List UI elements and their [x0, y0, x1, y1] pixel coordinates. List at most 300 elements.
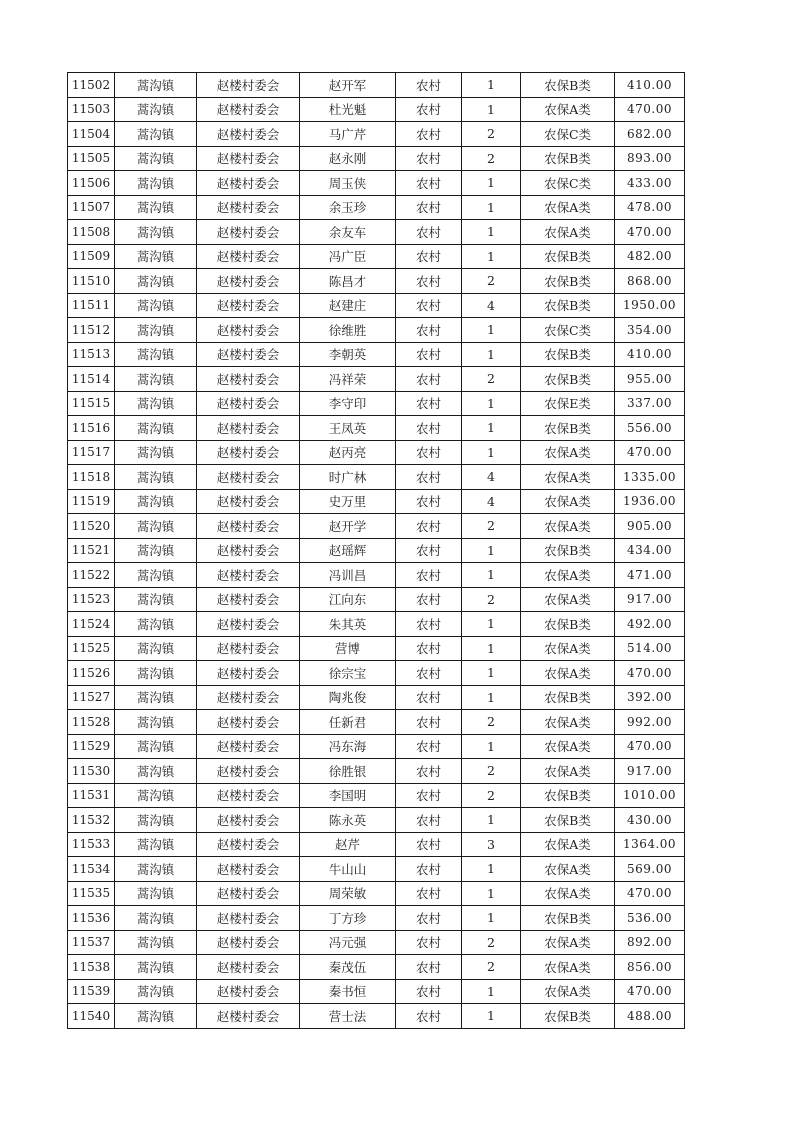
cell-name: 周玉侠	[300, 171, 396, 196]
cell-person-count: 4	[462, 489, 521, 514]
cell-id: 11503	[68, 97, 115, 122]
cell-household-type: 农村	[396, 734, 462, 759]
cell-category: 农保A类	[521, 465, 615, 490]
table-row	[68, 906, 685, 931]
cell-id: 11526	[68, 661, 115, 686]
cell-person-count: 1	[462, 808, 521, 833]
cell-id: 11514	[68, 367, 115, 392]
cell-village: 赵楼村委会	[197, 97, 300, 122]
cell-household-type: 农村	[396, 97, 462, 122]
cell-household-type: 农村	[396, 293, 462, 318]
table-row	[68, 73, 685, 98]
cell-household-type: 农村	[396, 391, 462, 416]
cell-category: 农保A类	[521, 636, 615, 661]
cell-amount: 410.00	[615, 73, 685, 98]
cell-id: 11504	[68, 122, 115, 147]
cell-name: 徐胜银	[300, 759, 396, 784]
table-row	[68, 269, 685, 294]
cell-village: 赵楼村委会	[197, 759, 300, 784]
cell-town: 蒿沟镇	[115, 661, 197, 686]
cell-village: 赵楼村委会	[197, 489, 300, 514]
cell-amount: 536.00	[615, 906, 685, 931]
cell-id: 11520	[68, 514, 115, 539]
cell-household-type: 农村	[396, 1004, 462, 1029]
cell-id: 11507	[68, 195, 115, 220]
table-row	[68, 293, 685, 318]
cell-town: 蒿沟镇	[115, 636, 197, 661]
cell-category: 农保B类	[521, 1004, 615, 1029]
cell-village: 赵楼村委会	[197, 465, 300, 490]
cell-village: 赵楼村委会	[197, 220, 300, 245]
cell-village: 赵楼村委会	[197, 881, 300, 906]
cell-category: 农保B类	[521, 244, 615, 269]
cell-id: 11529	[68, 734, 115, 759]
cell-category: 农保A类	[521, 220, 615, 245]
cell-id: 11527	[68, 685, 115, 710]
cell-household-type: 农村	[396, 146, 462, 171]
cell-person-count: 1	[462, 318, 521, 343]
cell-name: 李守印	[300, 391, 396, 416]
cell-town: 蒿沟镇	[115, 832, 197, 857]
cell-town: 蒿沟镇	[115, 489, 197, 514]
cell-household-type: 农村	[396, 832, 462, 857]
table-row	[68, 612, 685, 637]
cell-household-type: 农村	[396, 269, 462, 294]
cell-town: 蒿沟镇	[115, 171, 197, 196]
table-row	[68, 244, 685, 269]
cell-household-type: 农村	[396, 979, 462, 1004]
table-row	[68, 955, 685, 980]
cell-household-type: 农村	[396, 930, 462, 955]
cell-village: 赵楼村委会	[197, 563, 300, 588]
cell-id: 11508	[68, 220, 115, 245]
cell-village: 赵楼村委会	[197, 734, 300, 759]
cell-village: 赵楼村委会	[197, 783, 300, 808]
cell-town: 蒿沟镇	[115, 244, 197, 269]
cell-name: 马广芹	[300, 122, 396, 147]
cell-name: 冯训昌	[300, 563, 396, 588]
cell-person-count: 4	[462, 293, 521, 318]
cell-name: 余友车	[300, 220, 396, 245]
cell-category: 农保A类	[521, 661, 615, 686]
cell-person-count: 1	[462, 1004, 521, 1029]
table-row	[68, 367, 685, 392]
cell-household-type: 农村	[396, 440, 462, 465]
cell-person-count: 2	[462, 710, 521, 735]
cell-person-count: 1	[462, 881, 521, 906]
table-row	[68, 808, 685, 833]
cell-category: 农保B类	[521, 342, 615, 367]
cell-id: 11517	[68, 440, 115, 465]
cell-amount: 478.00	[615, 195, 685, 220]
cell-person-count: 1	[462, 979, 521, 1004]
cell-town: 蒿沟镇	[115, 318, 197, 343]
cell-person-count: 1	[462, 636, 521, 661]
cell-village: 赵楼村委会	[197, 930, 300, 955]
cell-name: 营博	[300, 636, 396, 661]
cell-household-type: 农村	[396, 122, 462, 147]
cell-amount: 433.00	[615, 171, 685, 196]
cell-amount: 556.00	[615, 416, 685, 441]
cell-person-count: 1	[462, 538, 521, 563]
cell-category: 农保A类	[521, 563, 615, 588]
table-row	[68, 514, 685, 539]
cell-person-count: 1	[462, 244, 521, 269]
cell-household-type: 农村	[396, 244, 462, 269]
cell-amount: 470.00	[615, 220, 685, 245]
cell-household-type: 农村	[396, 489, 462, 514]
cell-category: 农保A类	[521, 195, 615, 220]
cell-village: 赵楼村委会	[197, 146, 300, 171]
cell-amount: 892.00	[615, 930, 685, 955]
table-row	[68, 636, 685, 661]
cell-village: 赵楼村委会	[197, 906, 300, 931]
cell-village: 赵楼村委会	[197, 318, 300, 343]
cell-amount: 856.00	[615, 955, 685, 980]
cell-person-count: 2	[462, 587, 521, 612]
cell-town: 蒿沟镇	[115, 514, 197, 539]
cell-name: 时广林	[300, 465, 396, 490]
cell-household-type: 农村	[396, 783, 462, 808]
cell-amount: 337.00	[615, 391, 685, 416]
table-row	[68, 391, 685, 416]
cell-id: 11502	[68, 73, 115, 98]
cell-amount: 955.00	[615, 367, 685, 392]
table-row	[68, 832, 685, 857]
cell-town: 蒿沟镇	[115, 440, 197, 465]
cell-person-count: 2	[462, 930, 521, 955]
cell-name: 余玉珍	[300, 195, 396, 220]
cell-village: 赵楼村委会	[197, 269, 300, 294]
cell-category: 农保A类	[521, 440, 615, 465]
cell-category: 农保C类	[521, 171, 615, 196]
cell-village: 赵楼村委会	[197, 171, 300, 196]
cell-village: 赵楼村委会	[197, 955, 300, 980]
cell-village: 赵楼村委会	[197, 440, 300, 465]
cell-amount: 470.00	[615, 734, 685, 759]
cell-name: 丁方珍	[300, 906, 396, 931]
cell-id: 11532	[68, 808, 115, 833]
table-row	[68, 538, 685, 563]
cell-id: 11531	[68, 783, 115, 808]
cell-amount: 905.00	[615, 514, 685, 539]
table-row	[68, 220, 685, 245]
cell-category: 农保B类	[521, 685, 615, 710]
cell-household-type: 农村	[396, 685, 462, 710]
table-row	[68, 416, 685, 441]
cell-village: 赵楼村委会	[197, 244, 300, 269]
cell-name: 徐宗宝	[300, 661, 396, 686]
cell-person-count: 1	[462, 661, 521, 686]
cell-town: 蒿沟镇	[115, 587, 197, 612]
cell-town: 蒿沟镇	[115, 783, 197, 808]
cell-amount: 1364.00	[615, 832, 685, 857]
cell-name: 周荣敏	[300, 881, 396, 906]
cell-name: 冯东海	[300, 734, 396, 759]
cell-name: 李国明	[300, 783, 396, 808]
cell-id: 11538	[68, 955, 115, 980]
cell-person-count: 2	[462, 367, 521, 392]
cell-person-count: 1	[462, 171, 521, 196]
table-row	[68, 342, 685, 367]
cell-amount: 492.00	[615, 612, 685, 637]
cell-town: 蒿沟镇	[115, 97, 197, 122]
cell-town: 蒿沟镇	[115, 293, 197, 318]
cell-village: 赵楼村委会	[197, 391, 300, 416]
cell-category: 农保C类	[521, 122, 615, 147]
table-row	[68, 661, 685, 686]
cell-amount: 1335.00	[615, 465, 685, 490]
cell-amount: 917.00	[615, 587, 685, 612]
cell-town: 蒿沟镇	[115, 220, 197, 245]
cell-person-count: 2	[462, 783, 521, 808]
cell-village: 赵楼村委会	[197, 367, 300, 392]
cell-name: 冯广臣	[300, 244, 396, 269]
cell-amount: 992.00	[615, 710, 685, 735]
table-row	[68, 440, 685, 465]
cell-town: 蒿沟镇	[115, 808, 197, 833]
cell-town: 蒿沟镇	[115, 979, 197, 1004]
cell-id: 11535	[68, 881, 115, 906]
cell-id: 11533	[68, 832, 115, 857]
cell-name: 赵开学	[300, 514, 396, 539]
cell-household-type: 农村	[396, 342, 462, 367]
table-row	[68, 881, 685, 906]
cell-town: 蒿沟镇	[115, 955, 197, 980]
cell-id: 11534	[68, 857, 115, 882]
cell-id: 11539	[68, 979, 115, 1004]
cell-id: 11505	[68, 146, 115, 171]
cell-amount: 1950.00	[615, 293, 685, 318]
cell-name: 冯祥荣	[300, 367, 396, 392]
cell-name: 徐维胜	[300, 318, 396, 343]
cell-village: 赵楼村委会	[197, 979, 300, 1004]
cell-id: 11540	[68, 1004, 115, 1029]
cell-town: 蒿沟镇	[115, 342, 197, 367]
table-row	[68, 587, 685, 612]
cell-town: 蒿沟镇	[115, 73, 197, 98]
cell-village: 赵楼村委会	[197, 538, 300, 563]
cell-amount: 430.00	[615, 808, 685, 833]
cell-town: 蒿沟镇	[115, 881, 197, 906]
cell-category: 农保B类	[521, 538, 615, 563]
table-row	[68, 489, 685, 514]
cell-household-type: 农村	[396, 857, 462, 882]
cell-household-type: 农村	[396, 416, 462, 441]
cell-village: 赵楼村委会	[197, 416, 300, 441]
cell-household-type: 农村	[396, 171, 462, 196]
cell-category: 农保B类	[521, 293, 615, 318]
cell-amount: 514.00	[615, 636, 685, 661]
cell-village: 赵楼村委会	[197, 710, 300, 735]
cell-town: 蒿沟镇	[115, 734, 197, 759]
cell-person-count: 1	[462, 73, 521, 98]
cell-name: 赵丙亮	[300, 440, 396, 465]
cell-category: 农保A类	[521, 97, 615, 122]
cell-name: 赵开军	[300, 73, 396, 98]
cell-household-type: 农村	[396, 538, 462, 563]
table-body	[68, 73, 685, 1029]
cell-household-type: 农村	[396, 808, 462, 833]
cell-category: 农保A类	[521, 759, 615, 784]
cell-id: 11536	[68, 906, 115, 931]
cell-household-type: 农村	[396, 906, 462, 931]
cell-household-type: 农村	[396, 367, 462, 392]
cell-town: 蒿沟镇	[115, 685, 197, 710]
table-row	[68, 685, 685, 710]
cell-person-count: 2	[462, 514, 521, 539]
cell-town: 蒿沟镇	[115, 195, 197, 220]
cell-name: 杜光魁	[300, 97, 396, 122]
cell-village: 赵楼村委会	[197, 342, 300, 367]
cell-name: 任新君	[300, 710, 396, 735]
cell-category: 农保C类	[521, 318, 615, 343]
cell-category: 农保A类	[521, 881, 615, 906]
cell-person-count: 1	[462, 857, 521, 882]
cell-amount: 488.00	[615, 1004, 685, 1029]
cell-person-count: 1	[462, 416, 521, 441]
cell-person-count: 1	[462, 612, 521, 637]
cell-village: 赵楼村委会	[197, 122, 300, 147]
cell-name: 赵瑶辉	[300, 538, 396, 563]
cell-village: 赵楼村委会	[197, 73, 300, 98]
cell-id: 11525	[68, 636, 115, 661]
cell-village: 赵楼村委会	[197, 636, 300, 661]
cell-amount: 470.00	[615, 979, 685, 1004]
cell-category: 农保B类	[521, 783, 615, 808]
cell-name: 李朝英	[300, 342, 396, 367]
cell-amount: 482.00	[615, 244, 685, 269]
cell-town: 蒿沟镇	[115, 906, 197, 931]
cell-name: 营士法	[300, 1004, 396, 1029]
cell-amount: 917.00	[615, 759, 685, 784]
cell-person-count: 1	[462, 391, 521, 416]
cell-town: 蒿沟镇	[115, 759, 197, 784]
cell-name: 陶兆俊	[300, 685, 396, 710]
cell-person-count: 1	[462, 440, 521, 465]
table-row	[68, 97, 685, 122]
cell-category: 农保A类	[521, 734, 615, 759]
cell-id: 11522	[68, 563, 115, 588]
cell-amount: 868.00	[615, 269, 685, 294]
cell-person-count: 1	[462, 195, 521, 220]
cell-name: 王凤英	[300, 416, 396, 441]
cell-id: 11511	[68, 293, 115, 318]
cell-id: 11512	[68, 318, 115, 343]
cell-person-count: 2	[462, 146, 521, 171]
cell-household-type: 农村	[396, 318, 462, 343]
table-row	[68, 122, 685, 147]
cell-town: 蒿沟镇	[115, 563, 197, 588]
cell-id: 11509	[68, 244, 115, 269]
cell-id: 11528	[68, 710, 115, 735]
cell-person-count: 1	[462, 97, 521, 122]
cell-person-count: 3	[462, 832, 521, 857]
table-row	[68, 171, 685, 196]
cell-amount: 434.00	[615, 538, 685, 563]
cell-name: 秦茂伍	[300, 955, 396, 980]
cell-household-type: 农村	[396, 514, 462, 539]
table-row	[68, 979, 685, 1004]
cell-village: 赵楼村委会	[197, 514, 300, 539]
table-row	[68, 563, 685, 588]
document-page	[67, 72, 685, 1029]
cell-amount: 569.00	[615, 857, 685, 882]
cell-name: 江向东	[300, 587, 396, 612]
cell-town: 蒿沟镇	[115, 612, 197, 637]
cell-household-type: 农村	[396, 465, 462, 490]
cell-household-type: 农村	[396, 759, 462, 784]
cell-person-count: 2	[462, 122, 521, 147]
cell-id: 11519	[68, 489, 115, 514]
cell-category: 农保A类	[521, 857, 615, 882]
table-row	[68, 146, 685, 171]
cell-name: 赵建庄	[300, 293, 396, 318]
cell-village: 赵楼村委会	[197, 832, 300, 857]
cell-category: 农保B类	[521, 808, 615, 833]
cell-name: 牛山山	[300, 857, 396, 882]
cell-household-type: 农村	[396, 195, 462, 220]
cell-id: 11518	[68, 465, 115, 490]
cell-person-count: 1	[462, 342, 521, 367]
cell-id: 11524	[68, 612, 115, 637]
cell-town: 蒿沟镇	[115, 269, 197, 294]
cell-amount: 682.00	[615, 122, 685, 147]
cell-category: 农保A类	[521, 489, 615, 514]
cell-category: 农保B类	[521, 612, 615, 637]
cell-town: 蒿沟镇	[115, 416, 197, 441]
cell-town: 蒿沟镇	[115, 930, 197, 955]
cell-id: 11516	[68, 416, 115, 441]
cell-name: 陈昌才	[300, 269, 396, 294]
cell-category: 农保B类	[521, 73, 615, 98]
cell-name: 秦书恒	[300, 979, 396, 1004]
cell-household-type: 农村	[396, 881, 462, 906]
cell-village: 赵楼村委会	[197, 612, 300, 637]
cell-category: 农保B类	[521, 146, 615, 171]
cell-village: 赵楼村委会	[197, 293, 300, 318]
cell-household-type: 农村	[396, 73, 462, 98]
cell-town: 蒿沟镇	[115, 122, 197, 147]
cell-household-type: 农村	[396, 587, 462, 612]
cell-town: 蒿沟镇	[115, 465, 197, 490]
table-row	[68, 195, 685, 220]
table-row	[68, 710, 685, 735]
cell-amount: 1936.00	[615, 489, 685, 514]
cell-person-count: 1	[462, 563, 521, 588]
cell-town: 蒿沟镇	[115, 710, 197, 735]
cell-person-count: 2	[462, 759, 521, 784]
cell-category: 农保E类	[521, 391, 615, 416]
table-row	[68, 857, 685, 882]
cell-person-count: 1	[462, 906, 521, 931]
cell-person-count: 2	[462, 269, 521, 294]
cell-village: 赵楼村委会	[197, 1004, 300, 1029]
table-row	[68, 465, 685, 490]
cell-id: 11521	[68, 538, 115, 563]
cell-category: 农保A类	[521, 514, 615, 539]
cell-village: 赵楼村委会	[197, 857, 300, 882]
cell-amount: 470.00	[615, 881, 685, 906]
table-row	[68, 783, 685, 808]
cell-amount: 1010.00	[615, 783, 685, 808]
table-row	[68, 734, 685, 759]
cell-amount: 471.00	[615, 563, 685, 588]
cell-household-type: 农村	[396, 710, 462, 735]
cell-household-type: 农村	[396, 563, 462, 588]
cell-id: 11537	[68, 930, 115, 955]
cell-category: 农保A类	[521, 979, 615, 1004]
